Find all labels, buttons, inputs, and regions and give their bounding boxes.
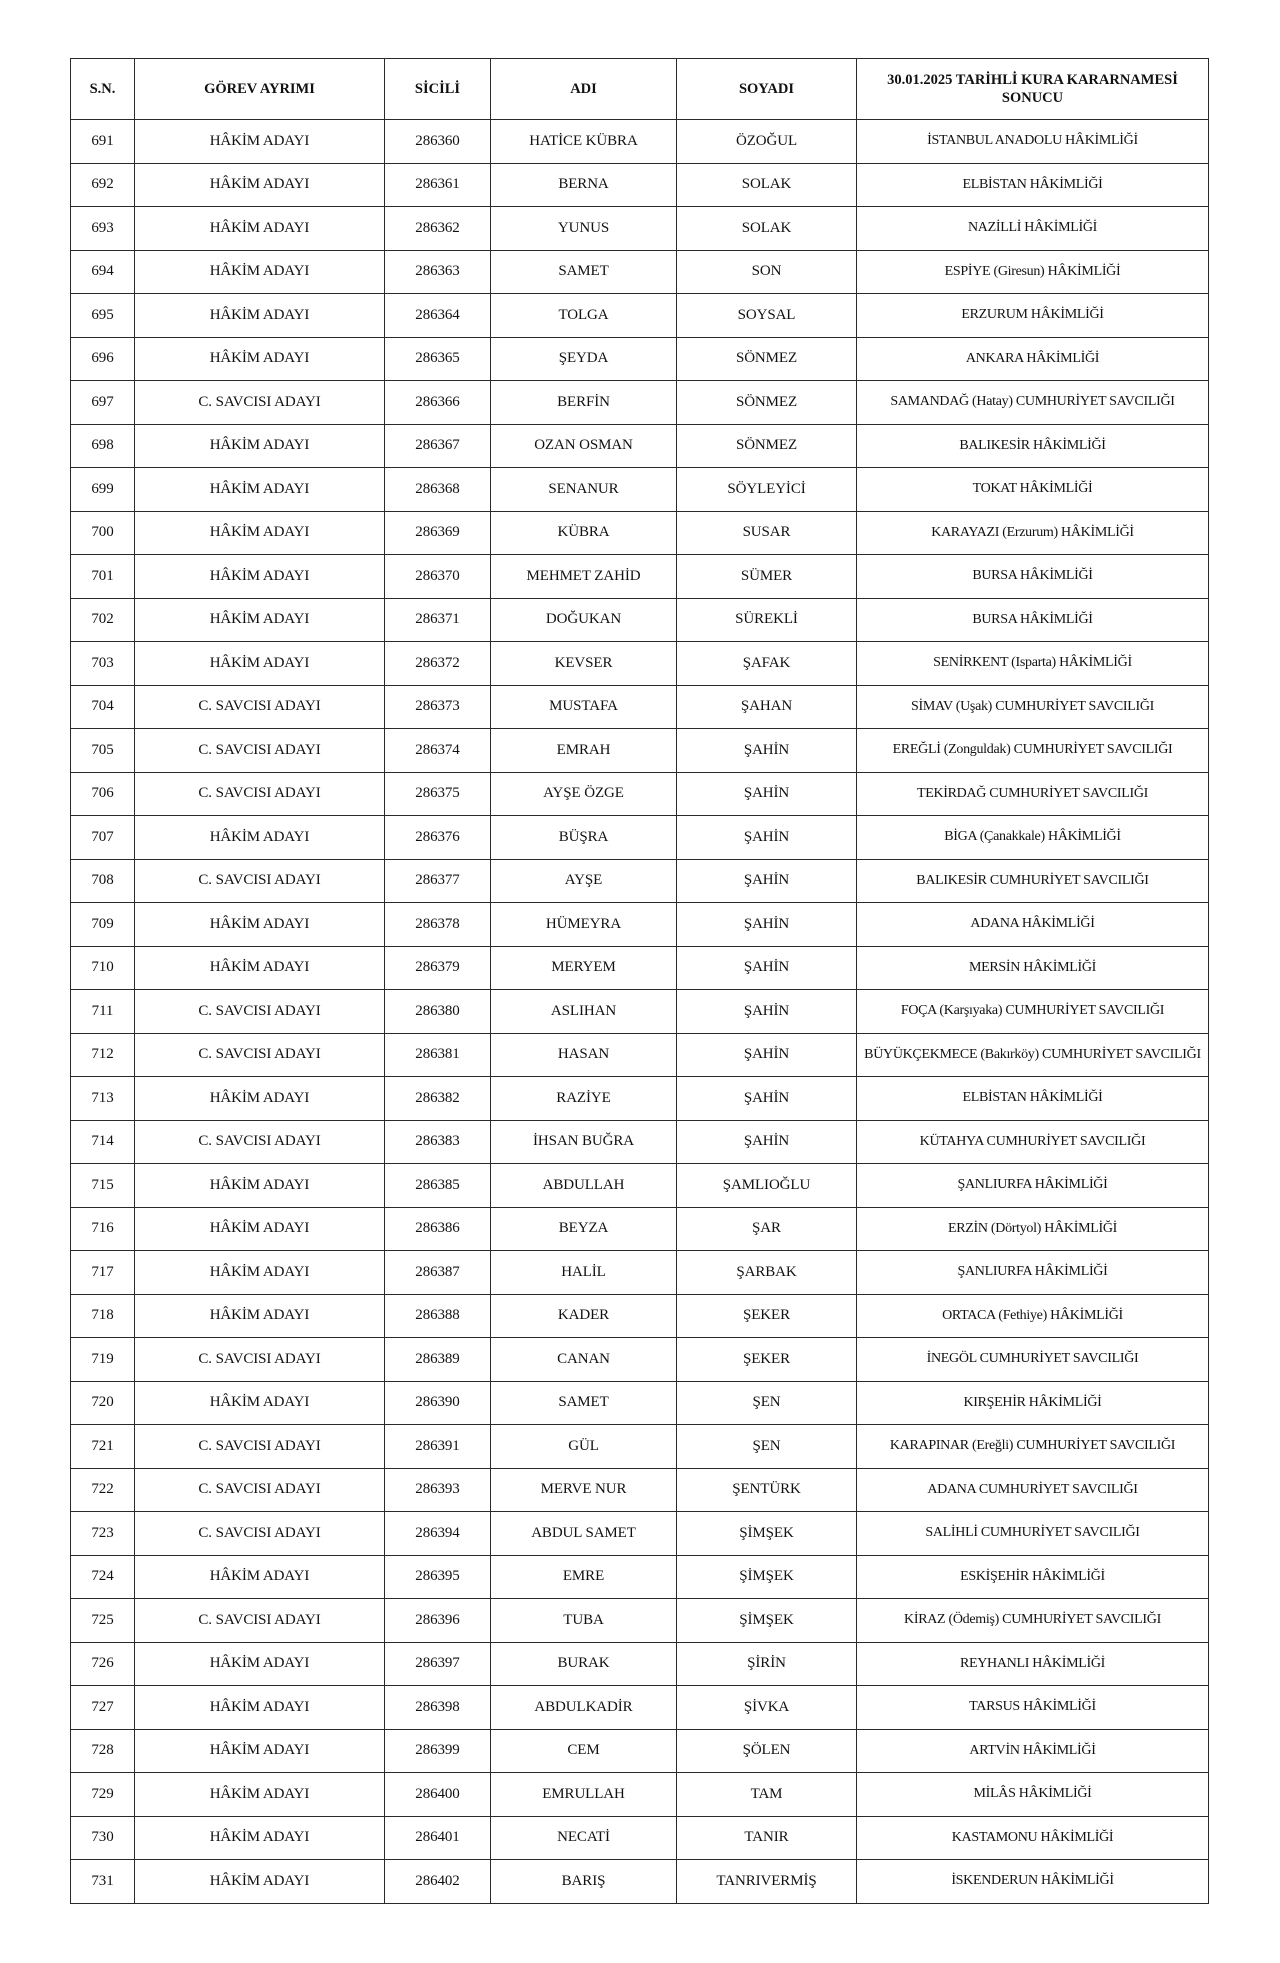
cell-sicili: 286361	[385, 163, 491, 207]
table-row	[71, 1599, 1209, 1643]
cell-sicili: 286360	[385, 120, 491, 164]
cell-gorev-ayrimi: C. SAVCISI ADAYI	[135, 772, 385, 816]
cell-adi: CANAN	[491, 1338, 677, 1382]
cell-sicili: 286379	[385, 946, 491, 990]
cell-sicili: 286398	[385, 1686, 491, 1730]
cell-sicili: 286388	[385, 1294, 491, 1338]
cell-soyadi: ŞAFAK	[677, 642, 857, 686]
cell-adi: BÜŞRA	[491, 816, 677, 860]
cell-sicili: 286386	[385, 1207, 491, 1251]
cell-sn: 721	[71, 1425, 135, 1469]
cell-kura-sonucu: TEKİRDAĞ CUMHURİYET SAVCILIĞI	[857, 772, 1209, 816]
table-row	[71, 598, 1209, 642]
cell-gorev-ayrimi: C. SAVCISI ADAYI	[135, 1425, 385, 1469]
cell-sicili: 286394	[385, 1512, 491, 1556]
cell-adi: AYŞE	[491, 859, 677, 903]
cell-adi: ABDUL SAMET	[491, 1512, 677, 1556]
cell-kura-sonucu: KARAYAZI (Erzurum) HÂKİMLİĞİ	[857, 511, 1209, 555]
cell-gorev-ayrimi: HÂKİM ADAYI	[135, 1381, 385, 1425]
cell-sicili: 286401	[385, 1816, 491, 1860]
document-page	[70, 58, 1208, 1904]
cell-kura-sonucu: SİMAV (Uşak) CUMHURİYET SAVCILIĞI	[857, 685, 1209, 729]
cell-sn: 718	[71, 1294, 135, 1338]
cell-gorev-ayrimi: C. SAVCISI ADAYI	[135, 990, 385, 1034]
table-row	[71, 816, 1209, 860]
cell-sn: 702	[71, 598, 135, 642]
cell-adi: HÜMEYRA	[491, 903, 677, 947]
cell-sn: 728	[71, 1729, 135, 1773]
cell-sicili: 286369	[385, 511, 491, 555]
cell-gorev-ayrimi: HÂKİM ADAYI	[135, 1294, 385, 1338]
cell-sn: 705	[71, 729, 135, 773]
cell-sn: 706	[71, 772, 135, 816]
cell-sicili: 286377	[385, 859, 491, 903]
cell-kura-sonucu: ESKİŞEHİR HÂKİMLİĞİ	[857, 1555, 1209, 1599]
cell-soyadi: SUSAR	[677, 511, 857, 555]
cell-adi: ABDULLAH	[491, 1164, 677, 1208]
cell-sicili: 286390	[385, 1381, 491, 1425]
cell-adi: İHSAN BUĞRA	[491, 1120, 677, 1164]
header-soyadi: SOYADI	[677, 59, 857, 120]
table-row	[71, 772, 1209, 816]
cell-sicili: 286371	[385, 598, 491, 642]
cell-adi: TOLGA	[491, 294, 677, 338]
cell-soyadi: ŞAHAN	[677, 685, 857, 729]
header-adi: ADI	[491, 59, 677, 120]
table-row	[71, 642, 1209, 686]
cell-sn: 699	[71, 468, 135, 512]
cell-sn: 717	[71, 1251, 135, 1295]
cell-gorev-ayrimi: C. SAVCISI ADAYI	[135, 381, 385, 425]
table-row	[71, 1338, 1209, 1382]
table-row	[71, 1468, 1209, 1512]
cell-kura-sonucu: İSTANBUL ANADOLU HÂKİMLİĞİ	[857, 120, 1209, 164]
table-row	[71, 381, 1209, 425]
table-row	[71, 468, 1209, 512]
cell-kura-sonucu: FOÇA (Karşıyaka) CUMHURİYET SAVCILIĞI	[857, 990, 1209, 1034]
cell-gorev-ayrimi: C. SAVCISI ADAYI	[135, 729, 385, 773]
cell-gorev-ayrimi: HÂKİM ADAYI	[135, 207, 385, 251]
cell-sicili: 286400	[385, 1773, 491, 1817]
cell-adi: EMRE	[491, 1555, 677, 1599]
cell-soyadi: ŞAHİN	[677, 946, 857, 990]
cell-soyadi: ŞAHİN	[677, 1077, 857, 1121]
cell-soyadi: ŞAHİN	[677, 1120, 857, 1164]
cell-soyadi: SOYSAL	[677, 294, 857, 338]
cell-adi: BERFİN	[491, 381, 677, 425]
cell-adi: GÜL	[491, 1425, 677, 1469]
table-row	[71, 294, 1209, 338]
cell-soyadi: SÖNMEZ	[677, 381, 857, 425]
cell-adi: HASAN	[491, 1033, 677, 1077]
cell-sn: 703	[71, 642, 135, 686]
cell-sicili: 286362	[385, 207, 491, 251]
cell-sn: 722	[71, 1468, 135, 1512]
cell-adi: ABDULKADİR	[491, 1686, 677, 1730]
cell-adi: ŞEYDA	[491, 337, 677, 381]
table-row	[71, 424, 1209, 468]
cell-kura-sonucu: ELBİSTAN HÂKİMLİĞİ	[857, 163, 1209, 207]
cell-kura-sonucu: SENİRKENT (Isparta) HÂKİMLİĞİ	[857, 642, 1209, 686]
cell-gorev-ayrimi: C. SAVCISI ADAYI	[135, 1512, 385, 1556]
cell-sn: 731	[71, 1860, 135, 1904]
cell-kura-sonucu: ELBİSTAN HÂKİMLİĞİ	[857, 1077, 1209, 1121]
cell-sn: 712	[71, 1033, 135, 1077]
cell-adi: SAMET	[491, 1381, 677, 1425]
table-row	[71, 1033, 1209, 1077]
cell-gorev-ayrimi: C. SAVCISI ADAYI	[135, 1599, 385, 1643]
cell-gorev-ayrimi: HÂKİM ADAYI	[135, 1642, 385, 1686]
table-row	[71, 1642, 1209, 1686]
cell-soyadi: TANIR	[677, 1816, 857, 1860]
cell-soyadi: ŞAHİN	[677, 859, 857, 903]
cell-soyadi: TAM	[677, 1773, 857, 1817]
table-row	[71, 1251, 1209, 1295]
table-row	[71, 1425, 1209, 1469]
cell-gorev-ayrimi: HÂKİM ADAYI	[135, 816, 385, 860]
cell-sn: 694	[71, 250, 135, 294]
table-body	[71, 120, 1209, 1904]
cell-sn: 726	[71, 1642, 135, 1686]
cell-kura-sonucu: KIRŞEHİR HÂKİMLİĞİ	[857, 1381, 1209, 1425]
table-header-row	[71, 59, 1209, 120]
cell-sicili: 286402	[385, 1860, 491, 1904]
cell-adi: ASLIHAN	[491, 990, 677, 1034]
cell-kura-sonucu: MİLÂS HÂKİMLİĞİ	[857, 1773, 1209, 1817]
cell-gorev-ayrimi: C. SAVCISI ADAYI	[135, 1120, 385, 1164]
cell-adi: DOĞUKAN	[491, 598, 677, 642]
cell-sn: 692	[71, 163, 135, 207]
cell-adi: HALİL	[491, 1251, 677, 1295]
cell-adi: TUBA	[491, 1599, 677, 1643]
table-row	[71, 1512, 1209, 1556]
cell-kura-sonucu: SALİHLİ CUMHURİYET SAVCILIĞI	[857, 1512, 1209, 1556]
cell-soyadi: ŞÖLEN	[677, 1729, 857, 1773]
cell-adi: BERNA	[491, 163, 677, 207]
cell-sicili: 286370	[385, 555, 491, 599]
cell-kura-sonucu: İNEGÖL CUMHURİYET SAVCILIĞI	[857, 1338, 1209, 1382]
cell-soyadi: ÖZOĞUL	[677, 120, 857, 164]
cell-adi: MERVE NUR	[491, 1468, 677, 1512]
cell-sn: 720	[71, 1381, 135, 1425]
table-row	[71, 903, 1209, 947]
cell-gorev-ayrimi: HÂKİM ADAYI	[135, 1816, 385, 1860]
cell-soyadi: ŞAHİN	[677, 1033, 857, 1077]
cell-gorev-ayrimi: HÂKİM ADAYI	[135, 1164, 385, 1208]
cell-gorev-ayrimi: HÂKİM ADAYI	[135, 1860, 385, 1904]
cell-kura-sonucu: İSKENDERUN HÂKİMLİĞİ	[857, 1860, 1209, 1904]
cell-kura-sonucu: MERSİN HÂKİMLİĞİ	[857, 946, 1209, 990]
cell-sicili: 286367	[385, 424, 491, 468]
cell-gorev-ayrimi: HÂKİM ADAYI	[135, 1251, 385, 1295]
cell-kura-sonucu: ŞANLIURFA HÂKİMLİĞİ	[857, 1251, 1209, 1295]
cell-soyadi: TANRIVERMİŞ	[677, 1860, 857, 1904]
cell-soyadi: ŞAHİN	[677, 990, 857, 1034]
cell-sn: 695	[71, 294, 135, 338]
cell-sn: 710	[71, 946, 135, 990]
cell-kura-sonucu: BALIKESİR CUMHURİYET SAVCILIĞI	[857, 859, 1209, 903]
cell-adi: CEM	[491, 1729, 677, 1773]
cell-sicili: 286396	[385, 1599, 491, 1643]
cell-soyadi: ŞEKER	[677, 1294, 857, 1338]
table-row	[71, 1207, 1209, 1251]
cell-soyadi: ŞAHİN	[677, 816, 857, 860]
cell-soyadi: ŞİVKA	[677, 1686, 857, 1730]
cell-sn: 698	[71, 424, 135, 468]
cell-sn: 701	[71, 555, 135, 599]
cell-gorev-ayrimi: HÂKİM ADAYI	[135, 468, 385, 512]
cell-sn: 727	[71, 1686, 135, 1730]
cell-adi: NECATİ	[491, 1816, 677, 1860]
cell-kura-sonucu: BALIKESİR HÂKİMLİĞİ	[857, 424, 1209, 468]
cell-sicili: 286397	[385, 1642, 491, 1686]
cell-sicili: 286385	[385, 1164, 491, 1208]
cell-sicili: 286393	[385, 1468, 491, 1512]
cell-gorev-ayrimi: HÂKİM ADAYI	[135, 511, 385, 555]
cell-gorev-ayrimi: HÂKİM ADAYI	[135, 1555, 385, 1599]
cell-gorev-ayrimi: HÂKİM ADAYI	[135, 163, 385, 207]
cell-sn: 724	[71, 1555, 135, 1599]
cell-kura-sonucu: SAMANDAĞ (Hatay) CUMHURİYET SAVCILIĞI	[857, 381, 1209, 425]
table-row	[71, 1164, 1209, 1208]
cell-sicili: 286383	[385, 1120, 491, 1164]
table-row	[71, 337, 1209, 381]
table-row	[71, 946, 1209, 990]
header-kura-sonucu: 30.01.2025 TARİHLİ KURA KARARNAMESİ SONUCU	[857, 59, 1209, 120]
cell-kura-sonucu: ERZİN (Dörtyol) HÂKİMLİĞİ	[857, 1207, 1209, 1251]
cell-sicili: 286380	[385, 990, 491, 1034]
cell-soyadi: SOLAK	[677, 163, 857, 207]
cell-soyadi: ŞEN	[677, 1381, 857, 1425]
cell-sicili: 286381	[385, 1033, 491, 1077]
cell-sicili: 286395	[385, 1555, 491, 1599]
cell-soyadi: SÖNMEZ	[677, 424, 857, 468]
cell-gorev-ayrimi: C. SAVCISI ADAYI	[135, 1033, 385, 1077]
cell-gorev-ayrimi: HÂKİM ADAYI	[135, 1729, 385, 1773]
cell-soyadi: ŞAR	[677, 1207, 857, 1251]
table-row	[71, 120, 1209, 164]
cell-gorev-ayrimi: HÂKİM ADAYI	[135, 642, 385, 686]
cell-sicili: 286391	[385, 1425, 491, 1469]
cell-kura-sonucu: KASTAMONU HÂKİMLİĞİ	[857, 1816, 1209, 1860]
cell-adi: AYŞE ÖZGE	[491, 772, 677, 816]
cell-soyadi: ŞEN	[677, 1425, 857, 1469]
table-row	[71, 990, 1209, 1034]
cell-kura-sonucu: BÜYÜKÇEKMECE (Bakırköy) CUMHURİYET SAVCILIĞI	[857, 1033, 1209, 1077]
cell-sn: 716	[71, 1207, 135, 1251]
cell-adi: BARIŞ	[491, 1860, 677, 1904]
table-row	[71, 1294, 1209, 1338]
cell-soyadi: ŞİMŞEK	[677, 1599, 857, 1643]
cell-sn: 704	[71, 685, 135, 729]
table-row	[71, 163, 1209, 207]
cell-sicili: 286372	[385, 642, 491, 686]
cell-sicili: 286387	[385, 1251, 491, 1295]
cell-sn: 725	[71, 1599, 135, 1643]
cell-sn: 707	[71, 816, 135, 860]
cell-sicili: 286366	[385, 381, 491, 425]
cell-gorev-ayrimi: HÂKİM ADAYI	[135, 250, 385, 294]
cell-sicili: 286368	[385, 468, 491, 512]
cell-sicili: 286378	[385, 903, 491, 947]
table-row	[71, 1120, 1209, 1164]
cell-adi: BEYZA	[491, 1207, 677, 1251]
cell-gorev-ayrimi: HÂKİM ADAYI	[135, 337, 385, 381]
cell-adi: EMRAH	[491, 729, 677, 773]
cell-kura-sonucu: TARSUS HÂKİMLİĞİ	[857, 1686, 1209, 1730]
cell-adi: YUNUS	[491, 207, 677, 251]
cell-sn: 713	[71, 1077, 135, 1121]
cell-kura-sonucu: KÜTAHYA CUMHURİYET SAVCILIĞI	[857, 1120, 1209, 1164]
cell-adi: KEVSER	[491, 642, 677, 686]
cell-sn: 693	[71, 207, 135, 251]
cell-kura-sonucu: TOKAT HÂKİMLİĞİ	[857, 468, 1209, 512]
cell-gorev-ayrimi: HÂKİM ADAYI	[135, 1077, 385, 1121]
cell-sn: 691	[71, 120, 135, 164]
cell-sn: 711	[71, 990, 135, 1034]
cell-kura-sonucu: REYHANLI HÂKİMLİĞİ	[857, 1642, 1209, 1686]
cell-gorev-ayrimi: HÂKİM ADAYI	[135, 424, 385, 468]
cell-gorev-ayrimi: C. SAVCISI ADAYI	[135, 1468, 385, 1512]
cell-soyadi: SON	[677, 250, 857, 294]
cell-kura-sonucu: ARTVİN HÂKİMLİĞİ	[857, 1729, 1209, 1773]
cell-soyadi: ŞENTÜRK	[677, 1468, 857, 1512]
table-row	[71, 250, 1209, 294]
cell-kura-sonucu: EREĞLİ (Zonguldak) CUMHURİYET SAVCILIĞI	[857, 729, 1209, 773]
table-row	[71, 859, 1209, 903]
cell-adi: HATİCE KÜBRA	[491, 120, 677, 164]
cell-kura-sonucu: ERZURUM HÂKİMLİĞİ	[857, 294, 1209, 338]
table-row	[71, 1686, 1209, 1730]
cell-gorev-ayrimi: C. SAVCISI ADAYI	[135, 685, 385, 729]
cell-sn: 715	[71, 1164, 135, 1208]
cell-soyadi: ŞAHİN	[677, 903, 857, 947]
table-row	[71, 1729, 1209, 1773]
cell-soyadi: SÖYLEYİCİ	[677, 468, 857, 512]
cell-sicili: 286373	[385, 685, 491, 729]
cell-sn: 719	[71, 1338, 135, 1382]
cell-soyadi: ŞİMŞEK	[677, 1512, 857, 1556]
table-row	[71, 685, 1209, 729]
cell-sicili: 286382	[385, 1077, 491, 1121]
cell-soyadi: ŞAHİN	[677, 729, 857, 773]
cell-kura-sonucu: BURSA HÂKİMLİĞİ	[857, 555, 1209, 599]
cell-sicili: 286399	[385, 1729, 491, 1773]
cell-gorev-ayrimi: HÂKİM ADAYI	[135, 294, 385, 338]
cell-kura-sonucu: ORTACA (Fethiye) HÂKİMLİĞİ	[857, 1294, 1209, 1338]
cell-adi: MEHMET ZAHİD	[491, 555, 677, 599]
cell-sicili: 286389	[385, 1338, 491, 1382]
cell-sicili: 286364	[385, 294, 491, 338]
header-gorev-ayrimi: GÖREV AYRIMI	[135, 59, 385, 120]
cell-gorev-ayrimi: HÂKİM ADAYI	[135, 598, 385, 642]
table-row	[71, 1555, 1209, 1599]
table-row	[71, 1816, 1209, 1860]
table-row	[71, 1077, 1209, 1121]
cell-sn: 708	[71, 859, 135, 903]
cell-soyadi: ŞİRİN	[677, 1642, 857, 1686]
cell-soyadi: SÜREKLİ	[677, 598, 857, 642]
cell-adi: RAZİYE	[491, 1077, 677, 1121]
header-sicili: SİCİLİ	[385, 59, 491, 120]
cell-gorev-ayrimi: HÂKİM ADAYI	[135, 120, 385, 164]
cell-soyadi: SOLAK	[677, 207, 857, 251]
cell-soyadi: ŞEKER	[677, 1338, 857, 1382]
table-row	[71, 207, 1209, 251]
table-row	[71, 1381, 1209, 1425]
kura-result-table	[70, 58, 1209, 1904]
table-row	[71, 1860, 1209, 1904]
cell-adi: SENANUR	[491, 468, 677, 512]
cell-kura-sonucu: BURSA HÂKİMLİĞİ	[857, 598, 1209, 642]
table-row	[71, 511, 1209, 555]
cell-sn: 730	[71, 1816, 135, 1860]
cell-soyadi: ŞARBAK	[677, 1251, 857, 1295]
cell-soyadi: SÜMER	[677, 555, 857, 599]
cell-sicili: 286363	[385, 250, 491, 294]
cell-sicili: 286374	[385, 729, 491, 773]
cell-adi: OZAN OSMAN	[491, 424, 677, 468]
cell-adi: SAMET	[491, 250, 677, 294]
cell-kura-sonucu: ESPİYE (Giresun) HÂKİMLİĞİ	[857, 250, 1209, 294]
cell-adi: MERYEM	[491, 946, 677, 990]
table-row	[71, 729, 1209, 773]
cell-adi: KADER	[491, 1294, 677, 1338]
cell-sn: 723	[71, 1512, 135, 1556]
cell-soyadi: SÖNMEZ	[677, 337, 857, 381]
cell-soyadi: ŞİMŞEK	[677, 1555, 857, 1599]
cell-sicili: 286375	[385, 772, 491, 816]
cell-gorev-ayrimi: HÂKİM ADAYI	[135, 903, 385, 947]
cell-gorev-ayrimi: C. SAVCISI ADAYI	[135, 859, 385, 903]
cell-sn: 697	[71, 381, 135, 425]
cell-sn: 696	[71, 337, 135, 381]
cell-sicili: 286365	[385, 337, 491, 381]
cell-gorev-ayrimi: HÂKİM ADAYI	[135, 1686, 385, 1730]
cell-gorev-ayrimi: HÂKİM ADAYI	[135, 555, 385, 599]
cell-sn: 700	[71, 511, 135, 555]
cell-soyadi: ŞAMLIOĞLU	[677, 1164, 857, 1208]
cell-sicili: 286376	[385, 816, 491, 860]
cell-sn: 709	[71, 903, 135, 947]
cell-gorev-ayrimi: HÂKİM ADAYI	[135, 1207, 385, 1251]
cell-adi: BURAK	[491, 1642, 677, 1686]
cell-sn: 714	[71, 1120, 135, 1164]
cell-adi: KÜBRA	[491, 511, 677, 555]
cell-kura-sonucu: BİGA (Çanakkale) HÂKİMLİĞİ	[857, 816, 1209, 860]
header-sn: S.N.	[71, 59, 135, 120]
cell-kura-sonucu: ANKARA HÂKİMLİĞİ	[857, 337, 1209, 381]
cell-adi: MUSTAFA	[491, 685, 677, 729]
table-row	[71, 555, 1209, 599]
cell-gorev-ayrimi: C. SAVCISI ADAYI	[135, 1338, 385, 1382]
cell-kura-sonucu: NAZİLLİ HÂKİMLİĞİ	[857, 207, 1209, 251]
cell-kura-sonucu: KARAPINAR (Ereğli) CUMHURİYET SAVCILIĞI	[857, 1425, 1209, 1469]
table-row	[71, 1773, 1209, 1817]
cell-gorev-ayrimi: HÂKİM ADAYI	[135, 946, 385, 990]
cell-kura-sonucu: KİRAZ (Ödemiş) CUMHURİYET SAVCILIĞI	[857, 1599, 1209, 1643]
cell-kura-sonucu: ŞANLIURFA HÂKİMLİĞİ	[857, 1164, 1209, 1208]
cell-gorev-ayrimi: HÂKİM ADAYI	[135, 1773, 385, 1817]
cell-kura-sonucu: ADANA CUMHURİYET SAVCILIĞI	[857, 1468, 1209, 1512]
cell-adi: EMRULLAH	[491, 1773, 677, 1817]
cell-kura-sonucu: ADANA HÂKİMLİĞİ	[857, 903, 1209, 947]
cell-soyadi: ŞAHİN	[677, 772, 857, 816]
cell-sn: 729	[71, 1773, 135, 1817]
